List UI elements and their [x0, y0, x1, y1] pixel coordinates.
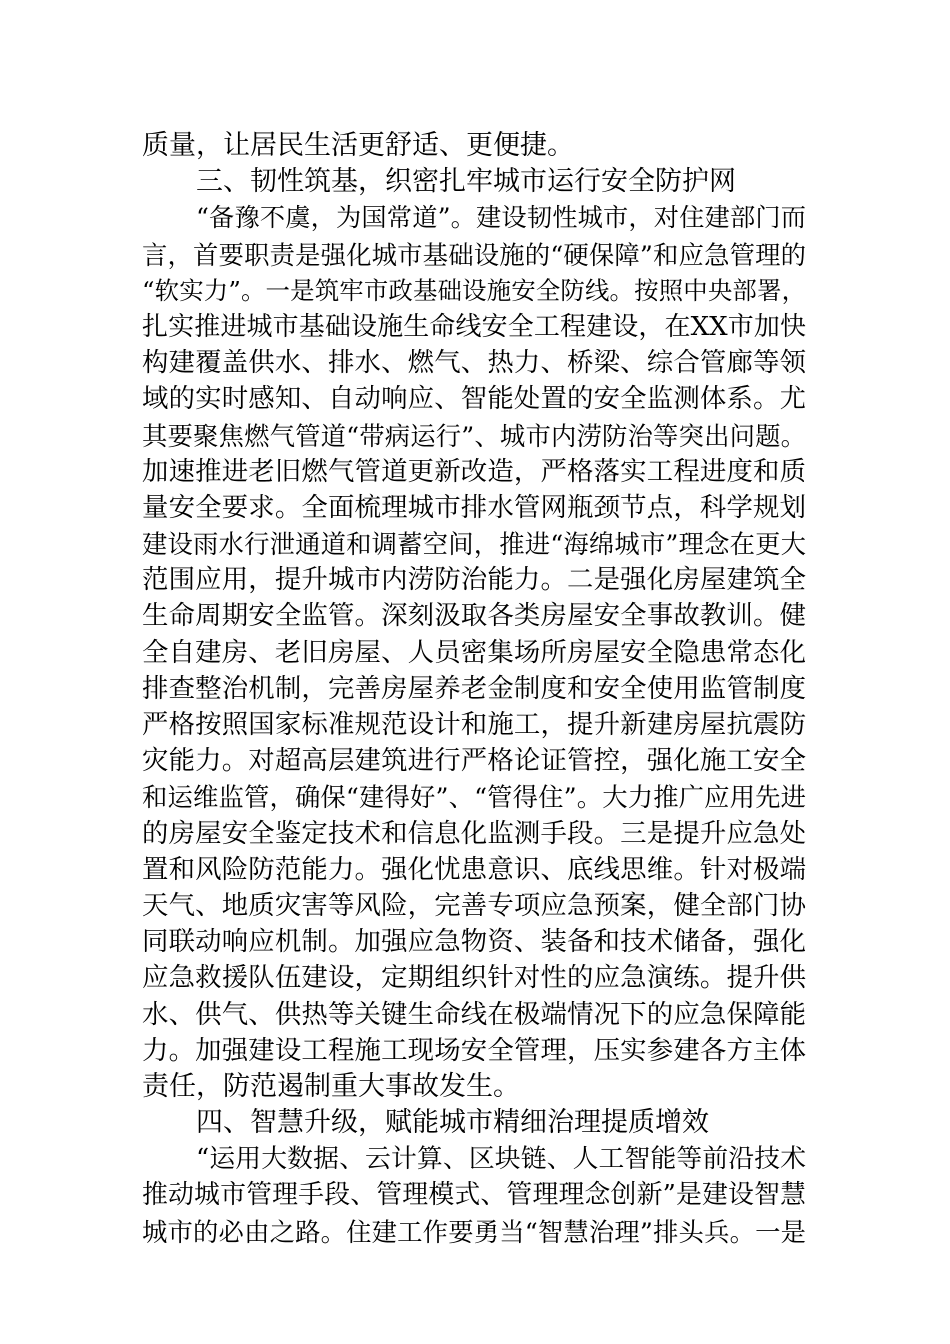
paragraph-line: “软实力”。一是筑牢市政基础设施安全防线。按照中央部署，: [142, 275, 806, 305]
paragraph-line: 量安全要求。全面梳理城市排水管网瓶颈节点，科学规划: [142, 491, 806, 523]
paragraph-line: 其要聚焦燃气管道“带病运行”、城市内涝防治等突出问题。: [142, 420, 806, 451]
paragraph-line: 城市的必由之路。住建工作要勇当“智慧治理”排头兵。一是: [142, 1216, 806, 1247]
paragraph-line: 全自建房、老旧房屋、人员密集场所房屋安全隐患常态化: [142, 636, 806, 668]
document-body: [142, 128, 806, 1250]
section-heading-4: 四、智慧升级，赋能城市精细治理提质增效: [196, 1107, 709, 1139]
paragraph-line: 扎实推进城市基础设施生命线安全工程建设，在XX市加快: [142, 311, 806, 342]
paragraph-line: 排查整治机制，完善房屋养老金制度和安全使用监管制度: [142, 672, 806, 704]
paragraph-line: 域的实时感知、自动响应、智能处置的安全监测体系。尤: [142, 383, 806, 415]
paragraph-line: 的房屋安全鉴定技术和信息化监测手段。三是提升应急处: [142, 817, 806, 849]
paragraph-line: 加速推进老旧燃气管道更新改造，严格落实工程进度和质: [142, 455, 806, 487]
paragraph-line: 灾能力。对超高层建筑进行严格论证管控，强化施工安全: [142, 745, 806, 777]
paragraph-line: 范围应用，提升城市内涝防治能力。二是强化房屋建筑全: [142, 564, 806, 596]
paragraph-line: 质量，让居民生活更舒适、更便捷。: [142, 130, 574, 161]
paragraph-line: 责任，防范遏制重大事故发生。: [142, 1070, 520, 1102]
paragraph-line: “运用大数据、云计算、区块链、人工智能等前沿技术: [196, 1144, 806, 1175]
paragraph-line: 生命周期安全监管。深刻汲取各类房屋安全事故教训。健: [142, 600, 806, 632]
paragraph-line: “备豫不虞，为国常道”。建设韧性城市，对住建部门而: [196, 203, 806, 233]
paragraph-line: 构建覆盖供水、排水、燃气、热力、桥梁、综合管廊等领: [142, 347, 806, 379]
paragraph-line: 和运维监管，确保“建得好”、“管得住”。大力推广应用先进: [142, 782, 806, 813]
paragraph-line: 言，首要职责是强化城市基础设施的“硬保障”和应急管理的: [142, 239, 806, 270]
paragraph-line: 严格按照国家标准规范设计和施工，提升新建房屋抗震防: [142, 709, 806, 740]
paragraph-line: 应急救援队伍建设，定期组织针对性的应急演练。提升供: [142, 962, 806, 994]
paragraph-line: 建设雨水行泄通道和调蓄空间，推进“海绵城市”理念在更大: [142, 529, 806, 560]
section-heading-3: 三、韧性筑基，织密扎牢城市运行安全防护网: [196, 166, 736, 198]
paragraph-line: 置和风险防范能力。强化忧患意识、底线思维。针对极端: [142, 853, 806, 885]
paragraph-line: 天气、地质灾害等风险，完善专项应急预案，健全部门协: [142, 889, 806, 921]
paragraph-line: 推动城市管理手段、管理模式、管理理念创新”是建设智慧: [142, 1180, 806, 1211]
paragraph-line: 力。加强建设工程施工现场安全管理，压实参建各方主体: [142, 1034, 806, 1066]
paragraph-line: 同联动响应机制。加强应急物资、装备和技术储备，强化: [142, 926, 806, 958]
paragraph-line: 水、供气、供热等关键生命线在极端情况下的应急保障能: [142, 998, 806, 1030]
